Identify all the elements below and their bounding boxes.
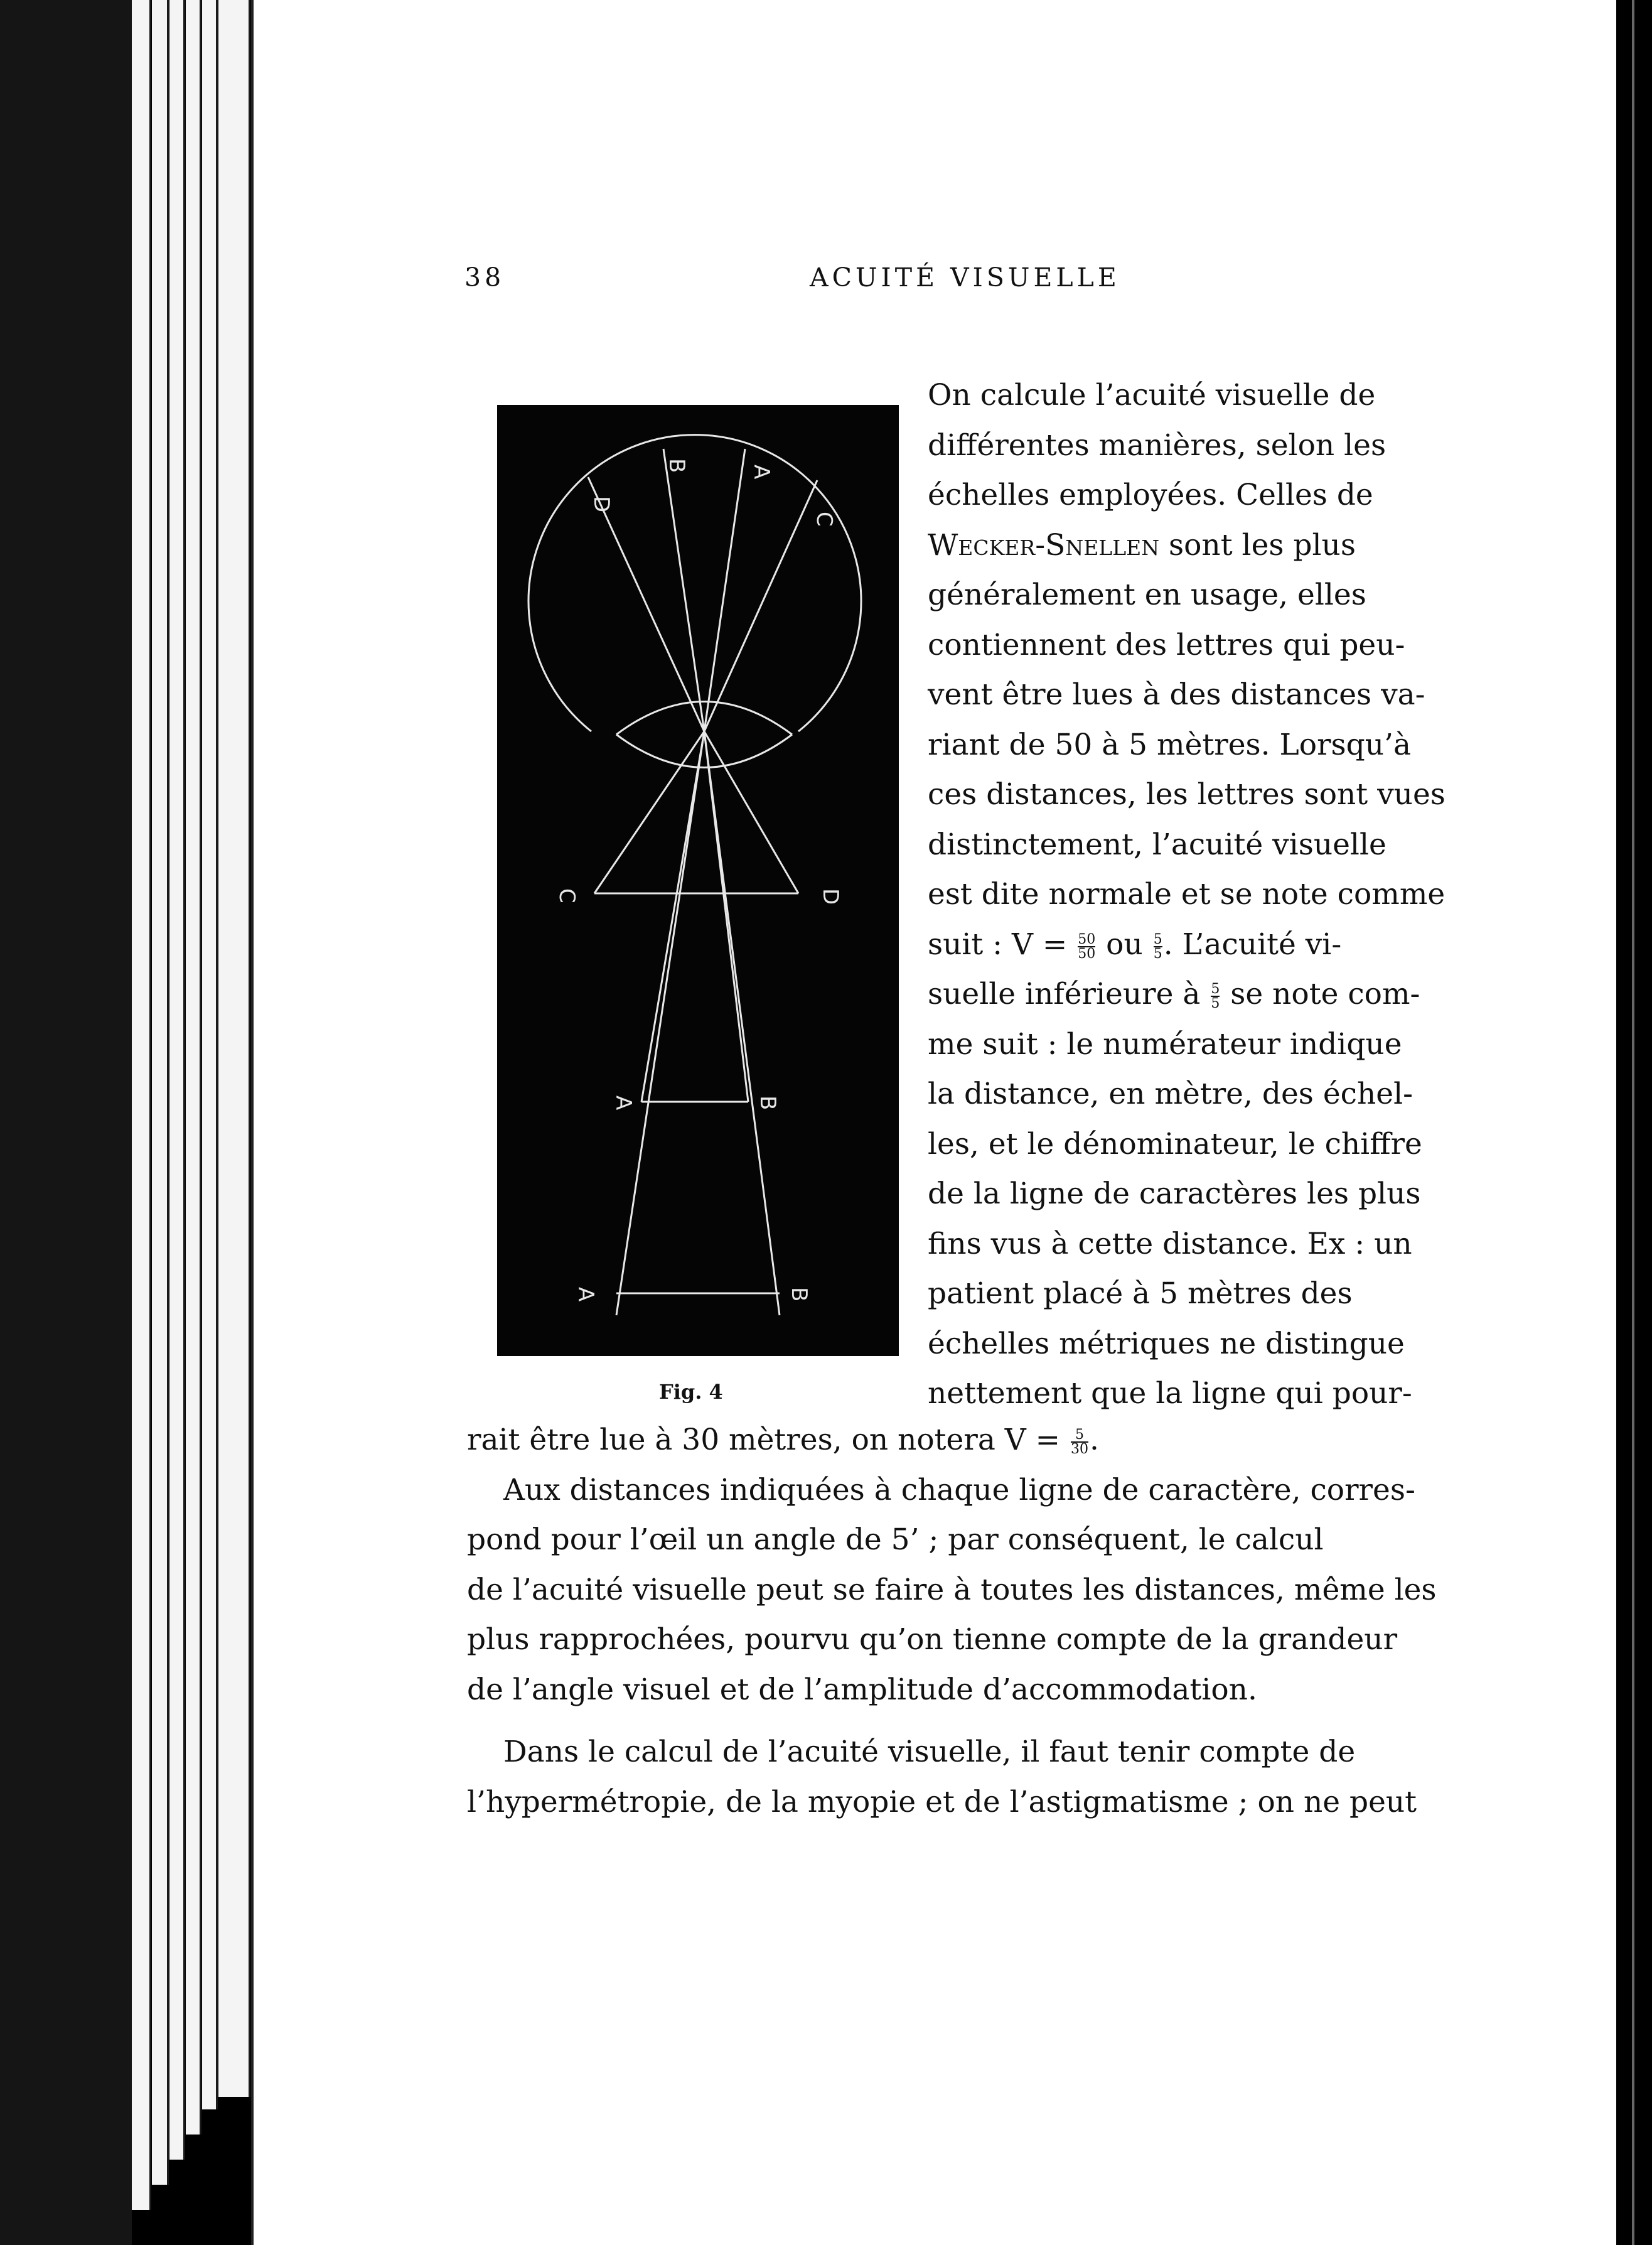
fraction-denominator: 30 [1071, 1441, 1088, 1457]
label-top-b: B [664, 458, 689, 473]
fraction [1154, 933, 1162, 961]
page-number: 38 [464, 262, 505, 293]
eye-diagram-svg [497, 405, 899, 1356]
lens-lower [616, 735, 792, 768]
fraction-denominator: 5 [1211, 996, 1220, 1011]
text-line: de l’angle visuel et de l’amplitude d’accommodation. [467, 1672, 1257, 1707]
fraction-numerator: 5 [1071, 1428, 1088, 1443]
text-line: riant de 50 à 5 mètres. Lorsqu’à [928, 727, 1411, 762]
label-top-c: C [812, 512, 837, 527]
figure-caption: Fig. 4 [659, 1380, 723, 1404]
label-bot-a: A [573, 1287, 598, 1302]
ray-c [704, 480, 817, 731]
figure-eye-diagram [497, 405, 899, 1356]
chapter-title: ACUITÉ VISUELLE [810, 262, 1120, 293]
running-head [464, 262, 1444, 306]
text-span: suit : V = [928, 927, 1077, 962]
text-line: l’hypermétropie, de la myopie et de l’astigmatisme ; on ne peut [467, 1784, 1417, 1819]
text-line: Aux distances indiquées à chaque ligne de caractère, corres- [503, 1472, 1415, 1507]
text-line: nettement que la ligne qui pour- [928, 1376, 1412, 1411]
text-line: est dite normale et se note comme [928, 877, 1446, 912]
text-line: de la ligne de caractères les plus [928, 1176, 1421, 1211]
text-line: Dans le calcul de l’acuité visuelle, il faut tenir compte de [503, 1735, 1356, 1769]
fraction-denominator: 5 [1153, 945, 1162, 962]
text-line: ces distances, les lettres sont vues [928, 777, 1446, 812]
fraction [1211, 983, 1220, 1010]
label-low-a: A [611, 1096, 636, 1111]
scan-border-line [1632, 0, 1634, 2245]
text-line: différentes manières, selon les [928, 428, 1386, 463]
fraction-denominator: 50 [1078, 945, 1096, 962]
side-column-text [928, 370, 1446, 1419]
text-span: rait être lue à 30 mètres, on notera V = [467, 1423, 1070, 1457]
text-line: plus rapprochées, pourvu qu’on tienne compte de la grandeur [467, 1622, 1398, 1657]
page-edge [169, 0, 185, 2160]
text-line: échelles employées. Celles de [928, 478, 1373, 512]
label-mid-d: D [818, 888, 843, 905]
text-line [467, 1415, 1427, 1465]
ray-cone-right [704, 731, 798, 893]
text-span: sont les plus [1159, 527, 1356, 563]
fraction-numerator: 5 [1153, 931, 1162, 947]
text-span: suelle inférieure à [928, 977, 1210, 1011]
text-line: pond pour l’œil un angle de 5’ ; par conséquent, le calcul [467, 1522, 1324, 1557]
text-line: patient placé à 5 mètres des [928, 1276, 1353, 1311]
text-line: me suit : le numérateur indique [928, 1026, 1402, 1062]
text-line: la distance, en mètre, des échel- [928, 1077, 1413, 1111]
text-line: généralement en usage, elles [928, 578, 1366, 612]
page-edge [202, 0, 218, 2109]
text-span: se note com- [1221, 977, 1420, 1011]
label-top-d: D [589, 496, 614, 513]
text-line: distinctement, l’acuité visuelle [928, 827, 1386, 862]
text-span: . [1090, 1423, 1099, 1457]
full-width-text [467, 1415, 1437, 1827]
label-mid-c: C [554, 888, 579, 903]
text-line: de l’acuité visuelle peut se faire à toutes les distances, même les [467, 1572, 1437, 1607]
text-span: . L’acuité vi- [1163, 927, 1342, 962]
text-line [928, 520, 1427, 571]
text-line [928, 920, 1427, 970]
ray-bot-b [704, 731, 780, 1315]
ray-low-a [641, 731, 704, 1102]
text-line [928, 969, 1427, 1020]
text-line: vent être lues à des distances va- [928, 677, 1425, 712]
text-line: échelles métriques ne distingue [928, 1326, 1405, 1361]
page-edge [186, 0, 201, 2135]
book-binding [0, 0, 132, 2245]
text-line: fins vus à cette distance. Ex : un [928, 1226, 1412, 1261]
text-line: les, et le dénominateur, le chiffre [928, 1126, 1422, 1161]
page-edge [152, 0, 169, 2185]
fraction [1078, 933, 1095, 961]
text-span: ou [1097, 927, 1152, 962]
text-line: contiennent des lettres qui peu- [928, 627, 1405, 662]
page-edge [218, 0, 250, 2097]
fraction [1071, 1428, 1088, 1456]
paragraph-gap [467, 1715, 1427, 1727]
fraction-numerator: 5 [1211, 981, 1220, 997]
author-name: Wecker-Snellen [928, 527, 1160, 563]
fraction-numerator: 50 [1078, 931, 1096, 947]
label-bot-b: B [786, 1287, 812, 1302]
label-top-a: A [749, 465, 774, 480]
page-edge [132, 0, 151, 2210]
ray-a [704, 449, 745, 731]
ray-bot-a [616, 731, 704, 1315]
ray-cone-left [594, 731, 704, 893]
label-low-b: B [755, 1096, 780, 1111]
text-line: On calcule l’acuité visuelle de [928, 378, 1376, 412]
eyeball-outline [528, 435, 861, 731]
ray-b [663, 449, 704, 731]
